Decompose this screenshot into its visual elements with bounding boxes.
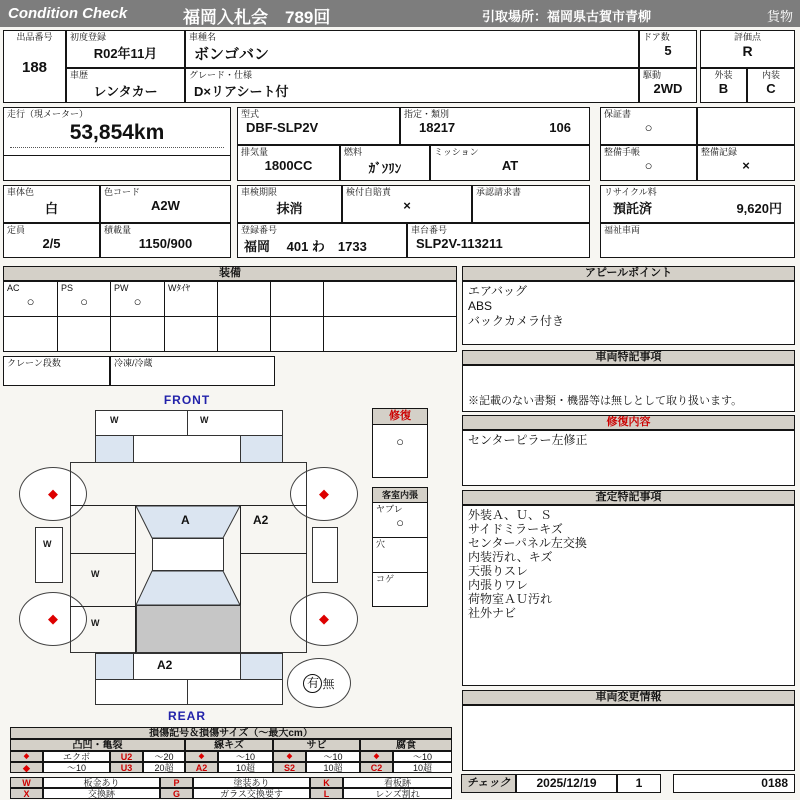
lot-number-cell bbox=[3, 30, 66, 103]
chassis-number-cell bbox=[407, 223, 590, 258]
lot-number-value: 188 bbox=[21, 59, 48, 77]
legend-code: U3 bbox=[120, 763, 133, 773]
history-cell bbox=[66, 68, 185, 103]
crane-label: クレーン段数 bbox=[7, 358, 61, 368]
damage-diamond: ◆ bbox=[319, 486, 329, 501]
insurance-value: × bbox=[403, 198, 411, 214]
approval-cell bbox=[472, 185, 590, 223]
displacement-label: 排気量 bbox=[241, 147, 269, 157]
insurance-cell bbox=[342, 185, 472, 223]
damage-diamond: ◆ bbox=[48, 486, 58, 501]
legend-code: L bbox=[323, 789, 330, 799]
legend-diamond: ◆ bbox=[198, 753, 205, 760]
presence-yes: 有 bbox=[303, 674, 322, 693]
legend-txt bbox=[218, 762, 273, 773]
maintenance-record-cell bbox=[697, 145, 795, 181]
legend-text: レンズ割れ bbox=[375, 789, 420, 799]
color-code-value: A2W bbox=[151, 198, 180, 214]
legend-text: 塗装あり bbox=[233, 778, 270, 788]
assessment-line: 天張りスレ bbox=[468, 564, 529, 578]
legend-text: 板金あり bbox=[83, 778, 120, 788]
fuel-value: ｶﾞｿﾘﾝ bbox=[368, 161, 402, 177]
right-door-panel bbox=[312, 527, 338, 583]
fuel-label: 燃料 bbox=[344, 147, 363, 157]
assessment-line: 内張りワレ bbox=[468, 578, 529, 592]
equipment-row2-1 bbox=[3, 316, 58, 352]
rear-corner-left bbox=[95, 653, 134, 680]
body-color-value: 白 bbox=[44, 201, 58, 217]
presence-oval bbox=[287, 658, 351, 708]
load-capacity-value: 1150/900 bbox=[138, 236, 193, 252]
cabin-row-label: ヤブレ bbox=[376, 504, 403, 514]
legend-txt bbox=[306, 751, 360, 762]
repair-indicator-title: 修復 bbox=[373, 409, 427, 425]
legend-desc bbox=[343, 788, 452, 799]
recycle-fee-value: 9,620円 bbox=[736, 201, 782, 217]
doors-label: ドア数 bbox=[643, 32, 670, 42]
recycle-fee-label: リサイクル料 bbox=[604, 187, 657, 197]
maintenance-book-label: 整備手帳 bbox=[604, 147, 641, 157]
registration-number-value: 福岡 401 わ 1733 bbox=[244, 239, 367, 255]
right-front-damage-code: A2 bbox=[253, 513, 269, 527]
assessment-header: 査定特記事項 bbox=[462, 490, 795, 505]
legend-txt bbox=[218, 751, 273, 762]
equipment-value: ○ bbox=[133, 294, 142, 310]
rear-bumper-left bbox=[95, 679, 188, 705]
mileage-value: 53,854km bbox=[10, 121, 224, 148]
equipment-label: PS bbox=[61, 283, 74, 293]
mileage-divider bbox=[4, 155, 230, 156]
legend-text: ～10 bbox=[66, 763, 86, 773]
vehicle-notes-header: 車両特記事項 bbox=[462, 350, 795, 365]
legend-sym bbox=[185, 762, 218, 773]
mileage-cell bbox=[3, 107, 231, 181]
legend-group-scratch: 線キズ bbox=[185, 739, 273, 751]
first-registration-cell bbox=[66, 30, 185, 68]
sheet-metal-mark: W bbox=[110, 415, 119, 425]
legend-code: U2 bbox=[120, 752, 133, 762]
legend-sym bbox=[110, 762, 143, 773]
check-label: チェック bbox=[466, 777, 511, 789]
interior-score-label: 内装 bbox=[761, 70, 780, 80]
equipment-cell-pw bbox=[110, 281, 165, 317]
sheet-number: 0188 bbox=[761, 776, 788, 790]
sheet-metal-mark: W bbox=[91, 618, 100, 628]
class-number: 18217 bbox=[419, 120, 456, 136]
model-name-label: 車種名 bbox=[189, 32, 217, 42]
equipment-label: Wﾀｲﾔ bbox=[168, 283, 190, 293]
legend-diamond: ◆ bbox=[23, 753, 30, 760]
exterior-score-label: 外装 bbox=[714, 70, 733, 80]
equipment-cell-ac bbox=[3, 281, 58, 317]
legend-code: G bbox=[172, 789, 180, 799]
cabin-row-tear bbox=[373, 503, 427, 538]
legend-desc bbox=[343, 777, 452, 788]
legend-code: W bbox=[22, 778, 31, 788]
crane-cell bbox=[3, 356, 110, 386]
legend-desc bbox=[193, 777, 310, 788]
rear-label: REAR bbox=[167, 709, 206, 723]
transmission-cell bbox=[430, 145, 590, 181]
presence-no: 無 bbox=[322, 676, 335, 691]
insurance-label: 検付自賠責 bbox=[346, 187, 392, 197]
assessment-line: センターパネル左交換 bbox=[468, 536, 587, 550]
assessment-body bbox=[462, 505, 795, 686]
repair-details-body bbox=[462, 430, 795, 486]
grade-cell bbox=[185, 68, 639, 103]
legend-sym bbox=[273, 762, 306, 773]
maintenance-record-value: × bbox=[742, 158, 750, 174]
check-count-cell bbox=[617, 774, 661, 793]
equipment-cell-blank1 bbox=[217, 281, 271, 317]
change-info-body bbox=[462, 705, 795, 771]
model-code-value: DBF-SLP2V bbox=[246, 120, 319, 136]
registration-number-label: 登録番号 bbox=[241, 225, 278, 235]
legend-code: X bbox=[23, 789, 30, 799]
legend-desc bbox=[193, 788, 310, 799]
legend-group-dents: 凸凹・亀裂 bbox=[10, 739, 185, 751]
assessment-line: 外装Ａ、Ｕ、Ｓ bbox=[468, 508, 553, 522]
pickup-location: 引取場所：福岡県古賀市青柳 bbox=[482, 9, 652, 24]
class-label: 指定・類別 bbox=[404, 109, 450, 119]
category-badge: 貨物 bbox=[766, 9, 793, 24]
equipment-cell-wide bbox=[323, 281, 457, 317]
legend-sym bbox=[110, 751, 143, 762]
lot-number-label: 出品番号 bbox=[16, 32, 53, 42]
legend-diamond: ◆ bbox=[286, 753, 293, 760]
first-registration-value: R02年11月 bbox=[93, 46, 158, 62]
legend-sym bbox=[185, 751, 218, 762]
legend-sym bbox=[10, 762, 43, 773]
welfare-cell bbox=[600, 223, 795, 258]
appeal-line: ABS bbox=[468, 299, 493, 313]
legend-text: 20超 bbox=[154, 763, 174, 773]
warranty-label: 保証書 bbox=[604, 109, 632, 119]
equipment-label: PW bbox=[114, 283, 129, 293]
legend-txt bbox=[143, 762, 185, 773]
fridge-cell bbox=[110, 356, 275, 386]
transmission-value: AT bbox=[501, 158, 519, 174]
vehicle-notes-body bbox=[462, 365, 795, 412]
assessment-line: 社外ナビ bbox=[468, 606, 517, 620]
color-code-label: 色コード bbox=[104, 187, 141, 197]
assessment-line: 荷物室ＡＵ汚れ bbox=[468, 592, 553, 606]
interior-score-cell bbox=[747, 68, 795, 103]
first-registration-label: 初度登録 bbox=[70, 32, 107, 42]
legend-text: ～10 bbox=[235, 752, 255, 762]
capacity-label: 定員 bbox=[7, 225, 26, 235]
legend-txt bbox=[393, 751, 452, 762]
legend-text: エクボ bbox=[62, 752, 90, 762]
recycle-fee-cell bbox=[600, 185, 795, 223]
legend-sym bbox=[10, 751, 43, 762]
car-diagram bbox=[15, 393, 365, 725]
repair-indicator-box bbox=[372, 408, 428, 478]
rear-panel bbox=[133, 653, 241, 680]
legend-text: 10超 bbox=[412, 763, 432, 773]
equipment-row2-wide bbox=[323, 316, 457, 352]
repair-indicator-value: ○ bbox=[396, 434, 404, 449]
displacement-value: 1800CC bbox=[264, 158, 313, 174]
rear-bumper-right bbox=[187, 679, 283, 705]
load-capacity-label: 積載量 bbox=[104, 225, 132, 235]
equipment-row2-6 bbox=[270, 316, 324, 352]
rear-damage-code: A2 bbox=[157, 658, 173, 672]
maintenance-book-value: ○ bbox=[644, 158, 653, 174]
legend-text: 10超 bbox=[235, 763, 255, 773]
appeal-line: バックカメラ付き bbox=[468, 314, 565, 328]
equipment-cell-wtire bbox=[164, 281, 218, 317]
warranty-cell bbox=[600, 107, 697, 145]
chassis-number-value: SLP2V-113211 bbox=[416, 236, 503, 252]
check-date-cell bbox=[516, 774, 617, 793]
legend-txt bbox=[306, 762, 360, 773]
legend-text: ～10 bbox=[412, 752, 432, 762]
capacity-value: 2/5 bbox=[42, 236, 61, 252]
cabin-interior-box bbox=[372, 487, 428, 607]
fuel-cell bbox=[340, 145, 430, 181]
model-name-cell bbox=[185, 30, 639, 68]
legend-code-g bbox=[160, 788, 193, 799]
legend-sym bbox=[360, 751, 393, 762]
sheet-metal-mark: W bbox=[43, 539, 52, 549]
legend-code-l bbox=[310, 788, 343, 799]
legend-text: 10超 bbox=[323, 763, 343, 773]
change-info-header: 車両変更情報 bbox=[462, 690, 795, 705]
body-color-label: 車体色 bbox=[7, 187, 35, 197]
grade-value: D×リアシート付 bbox=[194, 84, 289, 100]
class-number-2: 106 bbox=[549, 120, 571, 136]
equipment-row2-3 bbox=[110, 316, 165, 352]
assessment-line: 内装汚れ、キズ bbox=[468, 550, 553, 564]
drive-cell bbox=[639, 68, 697, 103]
legend-code-k bbox=[310, 777, 343, 788]
drive-label: 駆動 bbox=[643, 70, 662, 80]
equipment-row2-4 bbox=[164, 316, 218, 352]
cargo-floor bbox=[136, 605, 241, 653]
brand-logo: Condition Check bbox=[8, 5, 128, 22]
inspection-value: 抹消 bbox=[276, 201, 303, 217]
inspection-cell bbox=[237, 185, 342, 223]
legend-code: C2 bbox=[370, 763, 383, 773]
auction-title: 福岡入札会 789回 bbox=[183, 8, 331, 27]
warranty-blank-cell bbox=[697, 107, 795, 145]
equipment-row2-5 bbox=[217, 316, 271, 352]
legend-text: ガラス交換要す bbox=[220, 789, 283, 799]
appeal-line: エアバッグ bbox=[468, 284, 528, 298]
appeal-header: アピールポイント bbox=[462, 266, 795, 281]
rear-corner-right bbox=[240, 653, 283, 680]
roof-panel bbox=[152, 538, 224, 571]
legend-code: S2 bbox=[283, 763, 295, 773]
doors-cell bbox=[639, 30, 697, 68]
left-door-panel bbox=[35, 527, 63, 583]
front-label: FRONT bbox=[163, 393, 211, 407]
inspection-label: 車検期限 bbox=[241, 187, 278, 197]
legend-diamond: ◆ bbox=[23, 763, 30, 773]
equipment-cell-ps bbox=[57, 281, 111, 317]
legend-text: 交換跡 bbox=[87, 789, 115, 799]
model-code-cell bbox=[237, 107, 400, 145]
damage-diamond: ◆ bbox=[48, 611, 58, 626]
approval-label: 承認請求書 bbox=[476, 187, 522, 197]
legend-code: K bbox=[323, 778, 330, 788]
sheet-metal-mark: W bbox=[91, 569, 100, 579]
equipment-header: 装備 bbox=[3, 266, 457, 281]
doors-value: 5 bbox=[664, 43, 672, 59]
legend-code: P bbox=[173, 778, 180, 788]
legend-text: 看板跡 bbox=[383, 778, 411, 788]
cabin-row-value: ○ bbox=[396, 515, 404, 531]
history-label: 車歴 bbox=[70, 70, 89, 80]
legend-txt bbox=[143, 751, 185, 762]
body-color-cell bbox=[3, 185, 100, 223]
welfare-label: 福祉車両 bbox=[604, 225, 641, 235]
legend-txt bbox=[393, 762, 452, 773]
grade-label: グレード・仕様 bbox=[189, 70, 253, 80]
capacity-cell bbox=[3, 223, 100, 258]
appeal-body bbox=[462, 281, 795, 345]
vehicle-notes-footer: ※記載のない書類・機器等は無しとして取り扱います。 bbox=[468, 395, 743, 407]
cabin-row-hole bbox=[373, 538, 427, 573]
legend-group-corrosion: 腐食 bbox=[360, 739, 452, 751]
damage-diamond: ◆ bbox=[319, 611, 329, 626]
history-value: レンタカー bbox=[93, 84, 158, 100]
score-cell bbox=[700, 30, 795, 68]
equipment-row2-2 bbox=[57, 316, 111, 352]
maintenance-record-label: 整備記録 bbox=[701, 147, 738, 157]
legend-title: 損傷記号＆損傷サイズ（～最大cm） bbox=[10, 727, 452, 739]
drive-value: 2WD bbox=[653, 81, 683, 97]
exterior-score-cell bbox=[700, 68, 747, 103]
score-value: R bbox=[742, 43, 753, 60]
registration-number-cell bbox=[237, 223, 407, 258]
equipment-label: AC bbox=[7, 283, 20, 293]
rear-window-shape bbox=[136, 571, 240, 605]
interior-score-value: C bbox=[766, 81, 776, 97]
legend-sym bbox=[360, 762, 393, 773]
title-bar bbox=[0, 0, 800, 27]
transmission-label: ミッション bbox=[434, 147, 479, 157]
sheet-number-cell bbox=[673, 774, 795, 793]
legend-desc bbox=[43, 788, 160, 799]
legend-text: ～20 bbox=[154, 752, 174, 762]
maintenance-book-cell bbox=[600, 145, 697, 181]
fridge-label: 冷凍/冷蔵 bbox=[114, 358, 153, 368]
cabin-row-label: 穴 bbox=[376, 539, 386, 549]
legend-diamond: ◆ bbox=[373, 753, 380, 760]
repair-details-header: 修復内容 bbox=[462, 415, 795, 430]
load-capacity-cell bbox=[100, 223, 231, 258]
model-code-label: 型式 bbox=[241, 109, 260, 119]
assessment-line: サイドミラーキズ bbox=[468, 522, 563, 536]
check-date: 2025/12/19 bbox=[536, 776, 597, 790]
class-cell bbox=[400, 107, 590, 145]
cabin-row-label: コゲ bbox=[376, 574, 395, 584]
windshield-damage-code: A bbox=[181, 513, 190, 527]
equipment-value: ○ bbox=[80, 294, 88, 310]
score-label: 評価点 bbox=[733, 32, 761, 42]
legend-text: ～10 bbox=[323, 752, 343, 762]
sheet-metal-mark: W bbox=[200, 415, 209, 425]
warranty-value: ○ bbox=[644, 120, 653, 136]
legend-group-rust: サビ bbox=[273, 739, 360, 751]
model-name-value: ボンゴバン bbox=[194, 46, 270, 64]
displacement-cell bbox=[237, 145, 340, 181]
legend-desc bbox=[43, 777, 160, 788]
color-code-cell bbox=[100, 185, 231, 223]
recycle-status: 預託済 bbox=[613, 201, 653, 217]
legend-sym bbox=[273, 751, 306, 762]
check-label-cell bbox=[461, 774, 516, 793]
cabin-row-burn bbox=[373, 573, 427, 607]
chassis-number-label: 車台番号 bbox=[411, 225, 448, 235]
mileage-label: 走行（現メーター） bbox=[7, 109, 89, 119]
cabin-interior-title: 客室内張 bbox=[373, 488, 427, 503]
equipment-value: ○ bbox=[26, 294, 35, 310]
legend-code-p bbox=[160, 777, 193, 788]
legend-txt bbox=[43, 751, 110, 762]
legend-code-w bbox=[10, 777, 43, 788]
equipment-cell-blank2 bbox=[270, 281, 324, 317]
repair-line: センターピラー左修正 bbox=[468, 433, 588, 447]
exterior-score-value: B bbox=[718, 81, 729, 97]
legend-txt bbox=[43, 762, 110, 773]
check-count: 1 bbox=[635, 776, 643, 790]
legend-code: A2 bbox=[195, 763, 208, 773]
legend-code-x bbox=[10, 788, 43, 799]
